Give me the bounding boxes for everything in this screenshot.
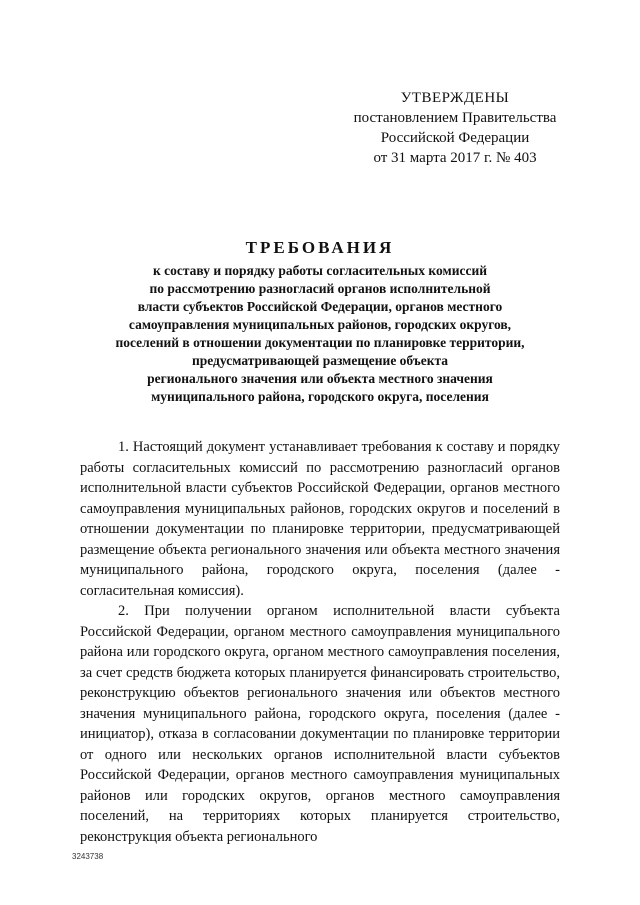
- approval-line: Российской Федерации: [380, 130, 530, 146]
- subtitle-line: по рассмотрению разногласий органов исполнительной: [149, 281, 491, 296]
- paragraph: 1. Настоящий документ устанавливает требования к составу и порядку работы согласительных комиссий по рассмотрению разногласий органов исполнительной власти субъектов Российской Федерации, органов местного самоуправления муниципальных районов, городских округов и поселений в отношении документации по планировке территории, предусматривающей размещение объекта регионального значения или объекта местного значения муниципального района, городского округа, поселения (далее - согласительная комиссия).: [80, 439, 560, 599]
- subtitle-line: поселений в отношении документации по планировке территории,: [115, 335, 525, 350]
- footer-code: 3243738: [72, 852, 104, 861]
- approval-line: постановлением Правительства: [353, 110, 557, 126]
- document-subtitle: [90, 262, 550, 406]
- subtitle-line: предусматривающей размещение объекта: [191, 353, 449, 368]
- approval-heading: УТВЕРЖДЕНЫ: [400, 90, 510, 106]
- subtitle-line: к составу и порядку работы согласительных комиссий: [152, 263, 488, 278]
- document-body: [80, 437, 560, 847]
- paragraph: 2. При получении органом исполнительной власти субъекта Российской Федерации, органом местного самоуправления муниципального района или городского округа, органом местного самоуправления поселения, за счет средств бюджета которых планируется финансировать строительство, реконструкцию объектов регионального значения или объектов местного значения муниципального района, городского округа, поселения (далее - инициатор), отказа в согласовании документации по планировке территории от одного или нескольких органов исполнительной власти субъектов Российской Федерации, органов местного самоуправления муниципальных районов или городских округов, органов местного самоуправления поселений, на территориях которых планируется строительство, реконструкция объекта регионального: [80, 603, 560, 845]
- document-title: ТРЕБОВАНИЯ: [245, 238, 395, 257]
- approval-block: [340, 88, 570, 168]
- subtitle-line: регионального значения или объекта местного значения: [147, 371, 493, 386]
- subtitle-line: власти субъектов Российской Федерации, органов местного: [137, 299, 503, 314]
- approval-date-line: от 31 марта 2017 г. № 403: [373, 150, 537, 166]
- subtitle-line: самоуправления муниципальных районов, городских округов,: [128, 317, 512, 332]
- subtitle-line: муниципального района, городского округа, поселения: [151, 389, 489, 404]
